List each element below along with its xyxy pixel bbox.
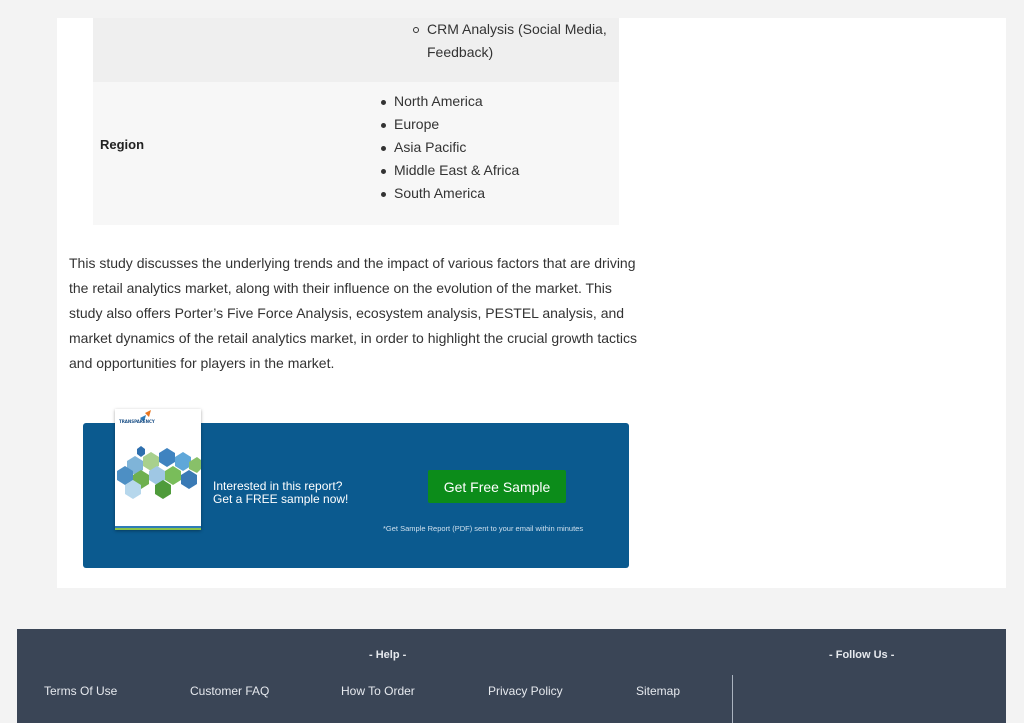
region-item: North America xyxy=(394,93,483,109)
customer-faq-link[interactable]: Customer FAQ xyxy=(190,684,270,698)
bullet-icon xyxy=(381,146,386,151)
region-item: Middle East & Africa xyxy=(394,162,520,178)
cover-brand: TRANSPARENCY xyxy=(119,419,155,424)
report-cover-image xyxy=(115,409,201,530)
table-row xyxy=(93,82,619,225)
sample-note: *Get Sample Report (PDF) sent to your email within minutes xyxy=(383,524,584,533)
list-item xyxy=(394,113,519,136)
segmentation-table xyxy=(93,18,619,225)
footer-divider xyxy=(732,675,733,723)
region-item: Asia Pacific xyxy=(394,139,467,155)
region-item: South America xyxy=(394,185,486,201)
get-free-sample-button[interactable]: Get Free Sample xyxy=(428,470,566,503)
promo-line-1: Interested in this report? xyxy=(213,479,343,493)
privacy-policy-link[interactable]: Privacy Policy xyxy=(488,684,563,698)
report-cover-art xyxy=(115,409,201,530)
report-content xyxy=(57,18,655,588)
promo-line-2: Get a FREE sample now! xyxy=(213,492,349,506)
list-item xyxy=(394,136,519,159)
promo-text xyxy=(213,480,348,506)
report-summary: This study discusses the underlying trends and the impact of various factors that are driving the retail analytics market, along with their influence on the evolution of the market. This study also offers Porter’s Five Force Analysis, ecosystem analysis, PESTEL analysis, and market dynamics of the retail analytics market, in order to highlight the crucial growth tactics and opportunities for players in the market. xyxy=(69,255,638,371)
circle-bullet-icon xyxy=(413,27,419,33)
list-item xyxy=(394,90,519,113)
terms-of-use-link[interactable]: Terms Of Use xyxy=(44,684,118,698)
bullet-icon xyxy=(381,123,386,128)
site-footer xyxy=(17,629,1006,723)
region-list xyxy=(394,90,519,205)
crm-analysis-item: CRM Analysis (Social Media, Feedback) xyxy=(427,21,607,60)
region-item: Europe xyxy=(394,116,440,132)
list-item xyxy=(394,159,519,182)
bullet-icon xyxy=(381,100,386,105)
how-to-order-link[interactable]: How To Order xyxy=(341,684,415,698)
follow-us-heading: - Follow Us - xyxy=(829,649,895,661)
list-item xyxy=(427,18,607,64)
help-heading: - Help - xyxy=(369,649,407,661)
sidebar-panel xyxy=(655,18,1006,588)
table-row xyxy=(93,18,619,82)
list-item xyxy=(394,182,519,205)
bullet-icon xyxy=(381,192,386,197)
sitemap-link[interactable]: Sitemap xyxy=(636,684,681,698)
sub-segment-list xyxy=(427,18,607,64)
bullet-icon xyxy=(381,169,386,174)
region-label: Region xyxy=(100,137,145,152)
